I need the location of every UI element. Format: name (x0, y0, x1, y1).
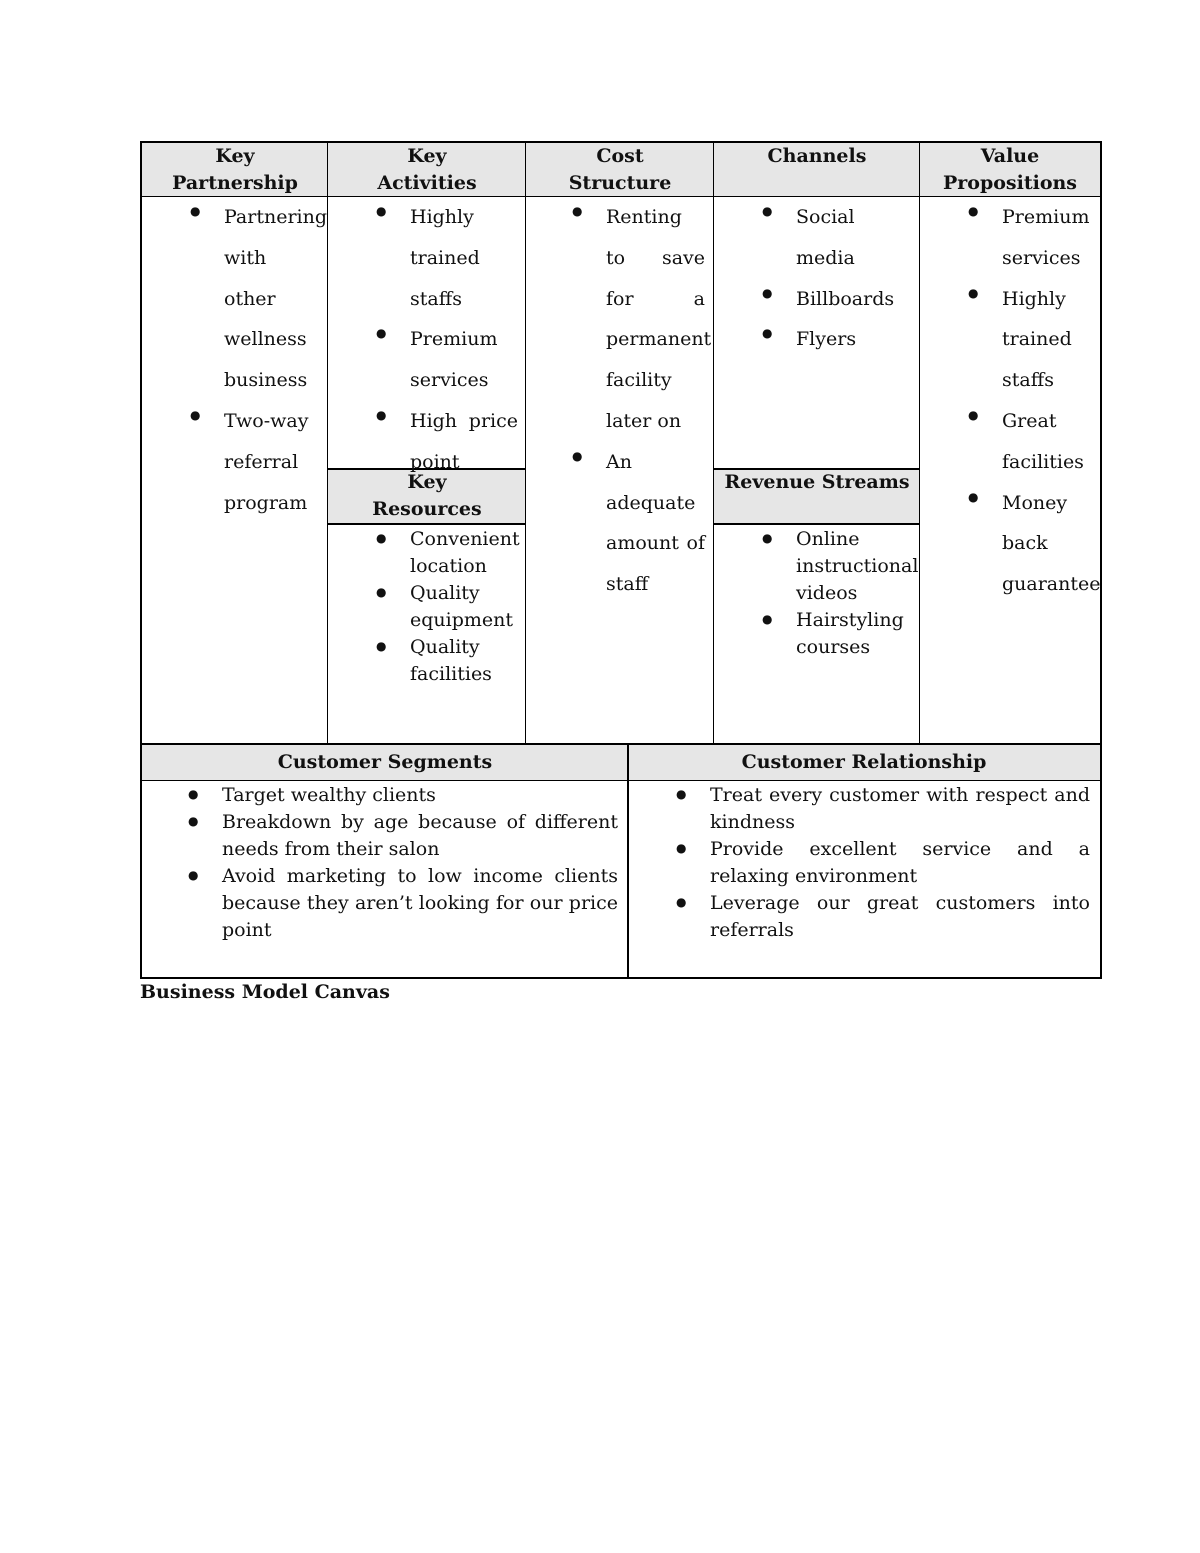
list-item: ● Target wealthy clients (178, 782, 618, 809)
key-partnership-title-line2: Partnership (172, 172, 298, 194)
value-propositions-list (958, 197, 1101, 605)
list-item: ● Quality facilities (366, 634, 514, 688)
list-item: ● Convenient location (366, 526, 514, 580)
key-resources-list (366, 526, 520, 688)
list-item: ● Great facilities (958, 401, 1094, 483)
list-item: ● Money back guarantee (958, 483, 1094, 605)
key-activities-list (366, 197, 518, 483)
list-item: ● Partnering with other wellness business (180, 197, 319, 401)
channels-title: Channels (767, 145, 867, 167)
column-divider-3 (713, 141, 714, 745)
list-item: ● Quality equipment (366, 580, 514, 634)
list-item: ● Premium services (958, 197, 1094, 279)
key-resources-title-line2: Resources (372, 498, 482, 520)
list-item: ● Flyers (752, 319, 912, 360)
list-item: ● Leverage our great customers into referrals (666, 890, 1090, 944)
key-partnership-title-line1: Key (215, 145, 255, 167)
list-item: ● Social media (752, 197, 912, 279)
cost-structure-title-line1: Cost (596, 145, 644, 167)
bottom-column-divider (627, 743, 629, 979)
customer-segments-list (178, 782, 618, 944)
list-item: ● Avoid marketing to low income clients because they aren’t looking for our price point (178, 863, 618, 944)
list-item: ● Two-way referral program (180, 401, 319, 523)
list-item: ● Hairstyling courses (752, 607, 912, 661)
value-propositions-title-line2: Propositions (942, 172, 1078, 194)
revenue-streams-bottom-line (713, 523, 920, 525)
revenue-streams-top-line (713, 468, 920, 470)
bottom-header-divider (140, 780, 1102, 781)
column-divider-1 (327, 141, 328, 745)
key-resources-title-line1: Key (407, 471, 447, 493)
list-item: ● Breakdown by age because of different needs from their salon (178, 809, 618, 863)
revenue-streams-list (752, 526, 919, 661)
list-item: ● Highly trained staffs (958, 279, 1094, 401)
list-item: ● High price point (366, 401, 518, 483)
business-model-canvas (140, 141, 1102, 979)
cost-structure-list (562, 197, 712, 605)
customer-segments-title: Customer Segments (277, 751, 493, 773)
list-item: ● An adequate amount of staff (562, 442, 705, 605)
key-activities-title-line1: Key (407, 145, 447, 167)
customer-relationship-title: Customer Relationship (741, 751, 987, 773)
channels-list (752, 197, 912, 360)
key-partnership-list (180, 197, 328, 523)
bottom-section-divider (140, 743, 1102, 745)
column-divider-2 (525, 141, 526, 745)
column-divider-4 (919, 141, 920, 745)
customer-relationship-list (666, 782, 1090, 944)
revenue-streams-title: Revenue Streams (724, 471, 910, 493)
list-item: ● Renting to save for a permanent facility later on (562, 197, 705, 442)
list-item: ● Provide excellent service and a relaxing environment (666, 836, 1090, 890)
figure-caption: Business Model Canvas (140, 981, 390, 1003)
cost-structure-title-line2: Structure (568, 172, 672, 194)
key-resources-bottom-line (327, 523, 526, 525)
list-item: ● Premium services (366, 319, 518, 401)
list-item: ● Treat every customer with respect and kindness (666, 782, 1090, 836)
list-item: ● Billboards (752, 279, 912, 320)
list-item: ● Highly trained staffs (366, 197, 518, 319)
value-propositions-title-line1: Value (980, 145, 1040, 167)
key-activities-title-line2: Activities (377, 172, 477, 194)
list-item: ● Online instructional videos (752, 526, 912, 607)
